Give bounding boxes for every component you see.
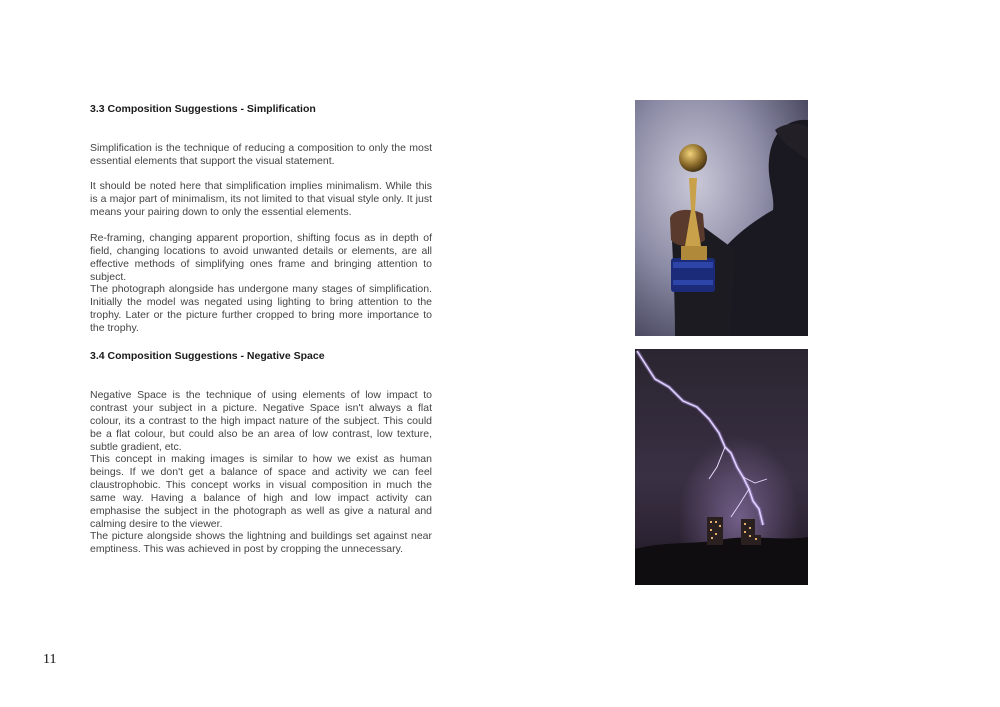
paragraph: Re-framing, changing apparent proportion, shifting focus as in depth of field, changing locations to avoid unwanted details or elements, are all effective methods of simplifying ones frame and bringing attention to subject.	[90, 232, 432, 283]
paragraph: It should be noted here that simplification implies minimalism. While this is a major part of minimalism, its not limited to that visual style only. It just means your pairing down to only the essential elements.	[90, 180, 432, 218]
trophy-silhouette-photo	[635, 100, 808, 336]
paragraph: Negative Space is the technique of using elements of low impact to contrast your subject in a picture. Negative Space isn't always a flat colour, its a contrast to the high impact nature of the subject. This could be a flat colour, but could also be an area of low contrast, low texture, subtle gradient, etc.	[90, 389, 432, 453]
section-heading-simplification: 3.3 Composition Suggestions - Simplification	[90, 103, 316, 115]
paragraph: The photograph alongside has undergone many stages of simplification. Initially the model was negated using lighting to bring attention to the trophy. Later or the picture further cropped to bring more importance to the trophy.	[90, 283, 432, 334]
paragraph: Simplification is the technique of reducing a composition to only the most essential elements that support the visual statement.	[90, 142, 432, 167]
paragraph: This concept in making images is similar to how we exist as human beings. If we don't get a balance of space and activity we can feel claustrophobic. This concept works in visual composition in much the same way. Having a balance of high and low impact activity can emphasise the subject in the photograph as well as give a natural and calming desire to the viewer.	[90, 453, 432, 530]
section-heading-negative-space: 3.4 Composition Suggestions - Negative Space	[90, 350, 325, 362]
lightning-storm-photo	[635, 349, 808, 585]
page-number: 11	[43, 652, 57, 667]
paragraph: The picture alongside shows the lightning and buildings set against near emptiness. This was achieved in post by cropping the unnecessary.	[90, 530, 432, 555]
